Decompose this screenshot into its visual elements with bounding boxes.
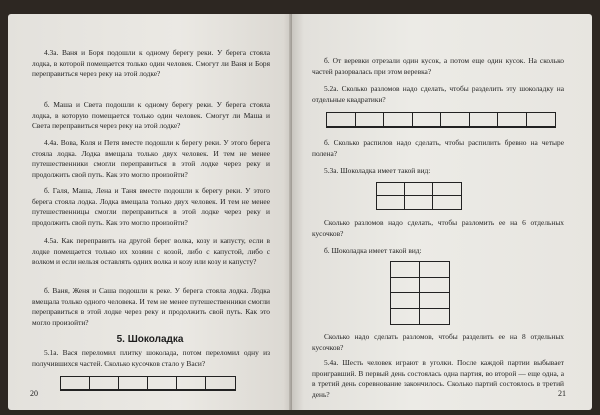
section-title: 5. Шоколадка — [116, 334, 184, 345]
chocolate-bar-4x2 — [390, 261, 450, 325]
page-number: 20 — [30, 389, 38, 398]
right-page — [292, 14, 592, 410]
problem-5-3b: б. Шоколадка имеет такой вид: — [324, 246, 422, 255]
problem-5-3b-question: Сколько надо сделать разломов, чтобы разделить ее на 8 отдельных кусочков? — [312, 332, 564, 352]
problem-5-3a-question: Сколько разломов надо сделать, чтобы разломить ее на 6 отдельных кусочков? — [312, 218, 564, 238]
chocolate-bar-1x6 — [60, 376, 236, 391]
problem-5-2a: 5.2а. Сколько разломов надо сделать, чтобы разделить эту шоколадку на отдельные квадратики? — [312, 84, 564, 104]
problem-5-3a: 5.3а. Шоколадка имеет такой вид: — [324, 166, 431, 175]
chocolate-bar-2x3 — [376, 182, 462, 210]
problem-5-1a: 5.1а. Вася переломил плитку шоколада, потом переломил одну из получившихся частей. Сколько кусочков стало у Васи? — [32, 348, 270, 368]
problem-4-5a: 4.5а. Как переправить на другой берег волка, козу и капусту, если в лодке помещается только их хозяин с козой, либо с капустой, либо с волком и если нельзя оставлять одних волка и козу или козу и капусту? — [32, 236, 270, 267]
problem-5-4a: 5.4а. Шесть человек играют в уголки. После каждой партии выбывает проигравший. В первый день состоялась одна партия, во второй — еще одна, а в третий день соревнование закончилось. Сколько партий состоялось в третий день? — [312, 358, 564, 399]
page-number: 21 — [558, 389, 566, 398]
problem-4-4a: 4.4а. Вова, Коля и Петя вместе подошли к берегу реки. У этого берега стояла лодка. Лодка вмещала только двух человек. И тем не менее путешественники смогли переправиться в этой лодке через реку и продолжить свой путь. Как это могло произойти? — [32, 138, 270, 179]
problem-5-1b: б. От веревки отрезали один кусок, а потом еще один кусок. На сколько частей разорвалась при этом веревка? — [312, 56, 564, 76]
problem-5-2b: б. Сколько распилов надо сделать, чтобы распилить бревно на четыре полена? — [312, 138, 564, 158]
chocolate-bar-1x8 — [326, 112, 556, 128]
problem-4-4b: б. Галя, Маша, Лена и Таня вместе подошли к берегу реки. У этого берега стояла лодка. Лодка вмещала только двух человек. И тем не менее путешественницы смогли переправиться в этой лодке через реку и продолжить свой путь. Как это могло произойти? — [32, 186, 270, 227]
problem-4-3a: 4.3а. Ваня и Боря подошли к одному берегу реки. У берега стояла лодка, в которой помещается только один человек. Смогут ли Ваня и Боря переправиться через реку на этой лодке? — [32, 48, 270, 79]
problem-4-5b: б. Ваня, Женя и Саша подошли к реке. У берега стояла лодка. Лодка вмещала только одного человека. И тем не менее путешественники смогли переправиться в этой лодке через реку и продолжить свой путь. Как это могло произойти? — [32, 286, 270, 327]
left-page — [8, 14, 292, 410]
problem-4-3b: б. Маша и Света подошли к одному берегу реки. У берега стояла лодка, в которую помещается только один человек. Смогут ли Маша и Света переправиться через реку на этой лодке? — [32, 100, 270, 131]
